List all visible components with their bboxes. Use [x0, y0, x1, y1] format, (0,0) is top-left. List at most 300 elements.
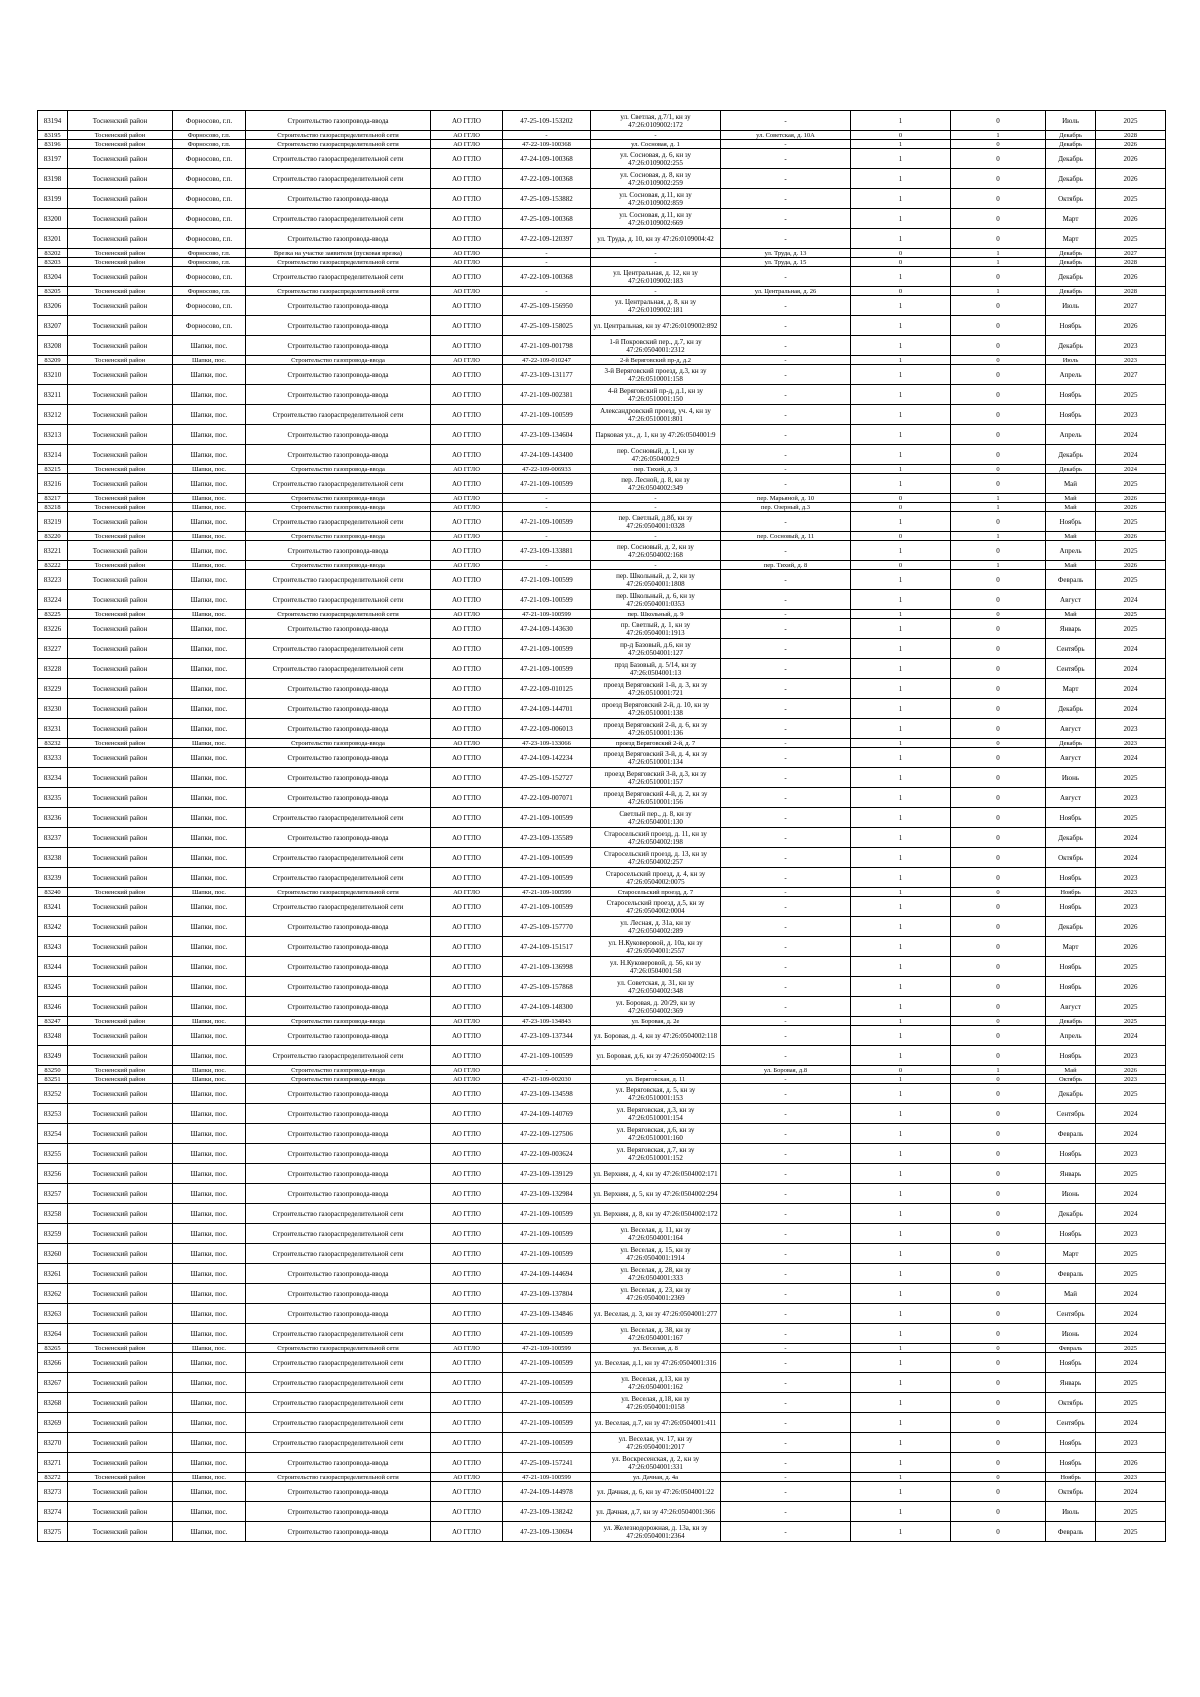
table-row [38, 296, 1166, 316]
cell-record-id: 83200 [38, 209, 68, 229]
cell-record-id: 83248 [38, 1026, 68, 1046]
cell-count-connected: 1 [851, 169, 951, 189]
cell-operator: АО ГГЛО [431, 1393, 503, 1413]
cell-operator: АО ГГЛО [431, 365, 503, 385]
cell-month: Март [1046, 209, 1096, 229]
cell-settlement: Шапки, пос. [173, 445, 246, 465]
cell-settlement: Шапки, пос. [173, 541, 246, 561]
cell-address-plan: - [721, 1104, 851, 1124]
cell-application-number: 47-21-109-100599 [503, 659, 591, 679]
cell-address-plan: - [721, 1502, 851, 1522]
cell-address-plan: ул. Труда, д. 15 [721, 258, 851, 267]
cell-district: Тосненский район [68, 1393, 173, 1413]
cell-application-number: 47-23-109-137804 [503, 1284, 591, 1304]
cell-operator: АО ГГЛО [431, 131, 503, 140]
cell-record-id: 83262 [38, 1284, 68, 1304]
cell-work-type: Строительство газопровода-ввода [246, 1075, 431, 1084]
cell-work-type: Строительство газопровода-ввода [246, 229, 431, 249]
cell-year: 2023 [1096, 1473, 1166, 1482]
cell-count-planned: 1 [951, 532, 1046, 541]
cell-address-cadastral: ул. Веряговская, д. 5, кн зу 47:26:0510001:153 [591, 1084, 721, 1104]
cell-year: 2024 [1096, 590, 1166, 610]
cell-address-plan: - [721, 937, 851, 957]
cell-count-connected: 1 [851, 699, 951, 719]
cell-settlement: Шапки, пос. [173, 828, 246, 848]
cell-address-cadastral: ул. Лесная, д. 31а, кн зу 47:26:0504002:289 [591, 917, 721, 937]
cell-application-number: 47-21-109-100599 [503, 1344, 591, 1353]
cell-record-id: 83198 [38, 169, 68, 189]
cell-district: Тосненский район [68, 610, 173, 619]
cell-count-planned: 0 [951, 1075, 1046, 1084]
cell-count-planned: 0 [951, 997, 1046, 1017]
cell-address-plan: - [721, 169, 851, 189]
cell-year: 2023 [1096, 405, 1166, 425]
cell-count-planned: 0 [951, 1522, 1046, 1542]
cell-address-plan: - [721, 1413, 851, 1433]
cell-operator: АО ГГЛО [431, 659, 503, 679]
cell-settlement: Шапки, пос. [173, 768, 246, 788]
cell-year: 2025 [1096, 474, 1166, 494]
cell-address-cadastral: ул. Веселая, д. 3, кн зу 47:26:0504001:277 [591, 1304, 721, 1324]
cell-address-cadastral: проезд Веряговский 2-й, д. 10, кн зу 47:26:0510001:138 [591, 699, 721, 719]
cell-count-planned: 0 [951, 1046, 1046, 1066]
cell-address-plan: ул. Труда, д. 13 [721, 249, 851, 258]
cell-month: Ноябрь [1046, 808, 1096, 828]
cell-address-plan: - [721, 699, 851, 719]
cell-address-plan: - [721, 1224, 851, 1244]
cell-count-connected: 1 [851, 937, 951, 957]
table-row [38, 1164, 1166, 1184]
cell-address-plan: - [721, 1453, 851, 1473]
cell-application-number: 47-23-109-130694 [503, 1522, 591, 1542]
cell-month: Октябрь [1046, 848, 1096, 868]
cell-record-id: 83254 [38, 1124, 68, 1144]
cell-record-id: 83241 [38, 897, 68, 917]
cell-work-type: Строительство газопровода-ввода [246, 1017, 431, 1026]
cell-count-connected: 1 [851, 788, 951, 808]
cell-count-connected: 1 [851, 1144, 951, 1164]
cell-record-id: 83207 [38, 316, 68, 336]
cell-district: Тосненский район [68, 1244, 173, 1264]
cell-settlement: Шапки, пос. [173, 1393, 246, 1413]
cell-address-plan: - [721, 1284, 851, 1304]
table-row [38, 131, 1166, 140]
cell-month: Декабрь [1046, 445, 1096, 465]
cell-operator: АО ГГЛО [431, 287, 503, 296]
cell-application-number: 47-21-109-100599 [503, 848, 591, 868]
cell-record-id: 83259 [38, 1224, 68, 1244]
cell-district: Тосненский район [68, 209, 173, 229]
cell-count-planned: 0 [951, 570, 1046, 590]
cell-district: Тосненский район [68, 532, 173, 541]
cell-operator: АО ГГЛО [431, 267, 503, 287]
cell-record-id: 83221 [38, 541, 68, 561]
cell-month: Июль [1046, 296, 1096, 316]
cell-operator: АО ГГЛО [431, 532, 503, 541]
cell-operator: АО ГГЛО [431, 1453, 503, 1473]
table-row [38, 619, 1166, 639]
cell-year: 2026 [1096, 267, 1166, 287]
cell-settlement: Шапки, пос. [173, 405, 246, 425]
cell-district: Тосненский район [68, 1104, 173, 1124]
cell-work-type: Строительство газопровода-ввода [246, 1084, 431, 1104]
cell-count-connected: 0 [851, 561, 951, 570]
cell-count-connected: 1 [851, 1124, 951, 1144]
cell-count-planned: 0 [951, 768, 1046, 788]
cell-address-cadastral: ул. Сосновая, д. 8, кн зу 47:26:0109002:259 [591, 169, 721, 189]
cell-settlement: Шапки, пос. [173, 494, 246, 503]
cell-district: Тосненский район [68, 888, 173, 897]
cell-work-type: Строительство газораспределительной сети [246, 848, 431, 868]
cell-address-cadastral: ул. Н.Куковеровой, д. 10а, кн зу 47:26:0504001:2557 [591, 937, 721, 957]
cell-settlement: Шапки, пос. [173, 1224, 246, 1244]
cell-application-number: 47-24-109-143400 [503, 445, 591, 465]
cell-application-number: - [503, 287, 591, 296]
cell-operator: АО ГГЛО [431, 1017, 503, 1026]
cell-application-number: 47-21-109-100599 [503, 1244, 591, 1264]
cell-address-plan: - [721, 1017, 851, 1026]
cell-work-type: Строительство газораспределительной сети [246, 888, 431, 897]
table-row [38, 465, 1166, 474]
cell-record-id: 83240 [38, 888, 68, 897]
cell-work-type: Строительство газопровода-ввода [246, 365, 431, 385]
table-row [38, 229, 1166, 249]
cell-record-id: 83234 [38, 768, 68, 788]
cell-year: 2023 [1096, 356, 1166, 365]
cell-year: 2024 [1096, 659, 1166, 679]
cell-address-cadastral: Светлый пер., д. 8, кн зу 47:26:0504001:130 [591, 808, 721, 828]
cell-application-number: 47-23-109-134604 [503, 425, 591, 445]
cell-address-cadastral: проезд Веряговский 2-й, д. 7 [591, 739, 721, 748]
cell-month: Август [1046, 748, 1096, 768]
cell-count-connected: 1 [851, 1473, 951, 1482]
cell-settlement: Шапки, пос. [173, 1344, 246, 1353]
cell-year: 2026 [1096, 1066, 1166, 1075]
cell-district: Тосненский район [68, 1204, 173, 1224]
cell-address-cadastral: - [591, 258, 721, 267]
cell-operator: АО ГГЛО [431, 1066, 503, 1075]
cell-address-plan: - [721, 512, 851, 532]
cell-settlement: Форносово, г.п. [173, 287, 246, 296]
table-row [38, 1046, 1166, 1066]
cell-year: 2024 [1096, 445, 1166, 465]
cell-address-cadastral: ул. Веселая, уч. 17, кн зу 47:26:0504001:2017 [591, 1433, 721, 1453]
cell-year: 2025 [1096, 610, 1166, 619]
cell-year: 2026 [1096, 149, 1166, 169]
cell-work-type: Строительство газопровода-ввода [246, 1502, 431, 1522]
cell-address-cadastral: ул. Сосновая, д. 6, кн зу 47:26:0109002:255 [591, 149, 721, 169]
cell-count-connected: 1 [851, 1502, 951, 1522]
cell-work-type: Строительство газораспределительной сети [246, 659, 431, 679]
cell-address-cadastral: ул. Веселая, д. 11, кн зу 47:26:0504001:164 [591, 1224, 721, 1244]
cell-count-planned: 0 [951, 1393, 1046, 1413]
cell-application-number: 47-21-109-100599 [503, 1204, 591, 1224]
cell-month: Ноябрь [1046, 1433, 1096, 1453]
cell-record-id: 83222 [38, 561, 68, 570]
cell-work-type: Строительство газопровода-ввода [246, 296, 431, 316]
table-row [38, 1075, 1166, 1084]
cell-count-planned: 0 [951, 937, 1046, 957]
cell-record-id: 83213 [38, 425, 68, 445]
cell-record-id: 83242 [38, 917, 68, 937]
cell-count-planned: 0 [951, 189, 1046, 209]
cell-year: 2024 [1096, 465, 1166, 474]
cell-record-id: 83246 [38, 997, 68, 1017]
cell-record-id: 83271 [38, 1453, 68, 1473]
cell-count-connected: 1 [851, 748, 951, 768]
cell-address-plan: - [721, 267, 851, 287]
table-row [38, 1304, 1166, 1324]
table-body [38, 111, 1166, 1542]
cell-record-id: 83236 [38, 808, 68, 828]
cell-operator: АО ГГЛО [431, 679, 503, 699]
cell-count-planned: 0 [951, 1244, 1046, 1264]
cell-address-plan: - [721, 385, 851, 405]
cell-address-plan: - [721, 590, 851, 610]
cell-operator: АО ГГЛО [431, 570, 503, 590]
cell-work-type: Строительство газопровода-ввода [246, 316, 431, 336]
cell-district: Тосненский район [68, 1046, 173, 1066]
cell-application-number: - [503, 561, 591, 570]
cell-district: Тосненский район [68, 356, 173, 365]
cell-count-planned: 0 [951, 541, 1046, 561]
cell-record-id: 83238 [38, 848, 68, 868]
cell-settlement: Шапки, пос. [173, 1075, 246, 1084]
cell-record-id: 83224 [38, 590, 68, 610]
cell-address-cadastral: - [591, 1066, 721, 1075]
cell-work-type: Строительство газопровода-ввода [246, 1522, 431, 1542]
cell-district: Тосненский район [68, 316, 173, 336]
cell-operator: АО ГГЛО [431, 541, 503, 561]
cell-month: Август [1046, 719, 1096, 739]
table-row [38, 917, 1166, 937]
cell-settlement: Шапки, пос. [173, 619, 246, 639]
cell-month: Май [1046, 503, 1096, 512]
cell-year: 2023 [1096, 1144, 1166, 1164]
cell-settlement: Форносово, г.п. [173, 249, 246, 258]
cell-application-number: 47-22-109-006933 [503, 465, 591, 474]
cell-settlement: Шапки, пос. [173, 1413, 246, 1433]
cell-month: Март [1046, 1244, 1096, 1264]
cell-count-connected: 1 [851, 1482, 951, 1502]
cell-work-type: Строительство газораспределительной сети [246, 897, 431, 917]
cell-address-cadastral: пер. Школьный, д. 2, кн зу 47:26:0504001:1808 [591, 570, 721, 590]
cell-operator: АО ГГЛО [431, 1502, 503, 1522]
cell-year: 2024 [1096, 425, 1166, 445]
cell-record-id: 83218 [38, 503, 68, 512]
cell-settlement: Шапки, пос. [173, 1204, 246, 1224]
cell-year: 2026 [1096, 209, 1166, 229]
cell-count-planned: 0 [951, 1453, 1046, 1473]
cell-month: Ноябрь [1046, 1473, 1096, 1482]
cell-settlement: Шапки, пос. [173, 719, 246, 739]
cell-work-type: Строительство газопровода-ввода [246, 425, 431, 445]
cell-record-id: 83269 [38, 1413, 68, 1433]
table-row [38, 897, 1166, 917]
cell-address-plan: - [721, 316, 851, 336]
table-row [38, 788, 1166, 808]
cell-address-plan: - [721, 868, 851, 888]
cell-count-planned: 0 [951, 425, 1046, 445]
cell-district: Тосненский район [68, 1473, 173, 1482]
cell-address-cadastral: пер. Тихий, д. 3 [591, 465, 721, 474]
cell-count-connected: 1 [851, 1304, 951, 1324]
cell-settlement: Шапки, пос. [173, 1144, 246, 1164]
cell-count-planned: 0 [951, 140, 1046, 149]
cell-count-planned: 0 [951, 590, 1046, 610]
cell-district: Тосненский район [68, 1066, 173, 1075]
cell-work-type: Строительство газораспределительной сети [246, 1413, 431, 1433]
cell-year: 2023 [1096, 888, 1166, 897]
cell-month: Май [1046, 561, 1096, 570]
cell-work-type: Строительство газораспределительной сети [246, 405, 431, 425]
cell-settlement: Шапки, пос. [173, 868, 246, 888]
cell-application-number: 47-23-109-133881 [503, 541, 591, 561]
table-row [38, 1104, 1166, 1124]
cell-record-id: 83215 [38, 465, 68, 474]
cell-application-number: - [503, 532, 591, 541]
cell-year: 2024 [1096, 1304, 1166, 1324]
cell-application-number: 47-21-109-100599 [503, 1373, 591, 1393]
cell-application-number: 47-24-109-143630 [503, 619, 591, 639]
cell-operator: АО ГГЛО [431, 1324, 503, 1344]
cell-district: Тосненский район [68, 937, 173, 957]
cell-work-type: Строительство газораспределительной сети [246, 131, 431, 140]
cell-settlement: Шапки, пос. [173, 1284, 246, 1304]
cell-operator: АО ГГЛО [431, 997, 503, 1017]
cell-operator: АО ГГЛО [431, 1144, 503, 1164]
table-row [38, 365, 1166, 385]
cell-district: Тосненский район [68, 336, 173, 356]
cell-year: 2025 [1096, 189, 1166, 209]
cell-month: Сентябрь [1046, 1104, 1096, 1124]
cell-work-type: Строительство газопровода-ввода [246, 532, 431, 541]
cell-application-number: 47-24-109-144701 [503, 699, 591, 719]
cell-year: 2025 [1096, 111, 1166, 131]
cell-settlement: Шапки, пос. [173, 1124, 246, 1144]
cell-work-type: Строительство газопровода-ввода [246, 997, 431, 1017]
cell-year: 2025 [1096, 1502, 1166, 1522]
cell-address-plan: - [721, 1433, 851, 1453]
cell-address-cadastral: пер. Лесной, д. 8, кн зу 47:26:0504002:349 [591, 474, 721, 494]
cell-year: 2026 [1096, 316, 1166, 336]
cell-work-type: Строительство газораспределительной сети [246, 1433, 431, 1453]
cell-count-connected: 1 [851, 465, 951, 474]
cell-district: Тосненский район [68, 639, 173, 659]
cell-application-number: 47-24-109-151517 [503, 937, 591, 957]
cell-address-plan: ул. Советская, д. 10А [721, 131, 851, 140]
cell-work-type: Строительство газораспределительной сети [246, 267, 431, 287]
cell-count-connected: 1 [851, 868, 951, 888]
cell-work-type: Строительство газораспределительной сети [246, 808, 431, 828]
cell-count-planned: 0 [951, 336, 1046, 356]
cell-record-id: 83217 [38, 494, 68, 503]
table-row [38, 189, 1166, 209]
cell-district: Тосненский район [68, 189, 173, 209]
table-row [38, 445, 1166, 465]
cell-count-planned: 0 [951, 1482, 1046, 1502]
cell-district: Тосненский район [68, 140, 173, 149]
cell-count-planned: 1 [951, 258, 1046, 267]
cell-count-connected: 1 [851, 111, 951, 131]
cell-year: 2025 [1096, 1244, 1166, 1264]
cell-month: Июль [1046, 1502, 1096, 1522]
cell-month: Февраль [1046, 1264, 1096, 1284]
cell-district: Тосненский район [68, 570, 173, 590]
cell-settlement: Форносово, г.п. [173, 140, 246, 149]
cell-settlement: Шапки, пос. [173, 739, 246, 748]
cell-record-id: 83216 [38, 474, 68, 494]
cell-operator: АО ГГЛО [431, 445, 503, 465]
cell-record-id: 83202 [38, 249, 68, 258]
cell-address-plan: пер. Сосновый, д. 11 [721, 532, 851, 541]
cell-operator: АО ГГЛО [431, 494, 503, 503]
table-row [38, 316, 1166, 336]
cell-year: 2027 [1096, 365, 1166, 385]
cell-application-number: 47-21-109-100599 [503, 590, 591, 610]
cell-application-number: 47-24-109-144694 [503, 1264, 591, 1284]
cell-month: Декабрь [1046, 149, 1096, 169]
cell-work-type: Строительство газопровода-ввода [246, 385, 431, 405]
document-page [37, 110, 1165, 1542]
cell-work-type: Строительство газораспределительной сети [246, 570, 431, 590]
cell-month: Апрель [1046, 1026, 1096, 1046]
cell-count-connected: 1 [851, 405, 951, 425]
cell-district: Тосненский район [68, 897, 173, 917]
table-row [38, 140, 1166, 149]
cell-month: Ноябрь [1046, 316, 1096, 336]
cell-address-cadastral: ул. Веселая, д.13, кн зу 47:26:0504001:162 [591, 1373, 721, 1393]
table-row [38, 1084, 1166, 1104]
cell-record-id: 83245 [38, 977, 68, 997]
cell-application-number: 47-22-109-010247 [503, 356, 591, 365]
cell-work-type: Строительство газопровода-ввода [246, 1304, 431, 1324]
cell-application-number: 47-21-109-100599 [503, 1324, 591, 1344]
cell-operator: АО ГГЛО [431, 296, 503, 316]
cell-address-plan: - [721, 365, 851, 385]
cell-work-type: Строительство газопровода-ввода [246, 679, 431, 699]
cell-address-plan: - [721, 465, 851, 474]
cell-count-planned: 0 [951, 1084, 1046, 1104]
cell-work-type: Строительство газораспределительной сети [246, 209, 431, 229]
cell-address-cadastral: Старосельский проезд, д.5, кн зу 47:26:0504002:0004 [591, 897, 721, 917]
cell-address-cadastral: прзд Базовый, д. 5/14, кн зу 47:26:0504001:13 [591, 659, 721, 679]
cell-settlement: Шапки, пос. [173, 1264, 246, 1284]
cell-count-planned: 1 [951, 503, 1046, 512]
cell-count-connected: 1 [851, 957, 951, 977]
table-row [38, 512, 1166, 532]
cell-year: 2024 [1096, 828, 1166, 848]
cell-address-cadastral: проезд Веряговский 4-й, д. 2, кн зу 47:26:0510001:156 [591, 788, 721, 808]
cell-settlement: Шапки, пос. [173, 1244, 246, 1264]
cell-year: 2024 [1096, 679, 1166, 699]
cell-month: Апрель [1046, 365, 1096, 385]
cell-settlement: Шапки, пос. [173, 1473, 246, 1482]
cell-district: Тосненский район [68, 1344, 173, 1353]
table-row [38, 937, 1166, 957]
table-row [38, 561, 1166, 570]
cell-count-connected: 1 [851, 570, 951, 590]
cell-address-cadastral: ул. Веселая, д.7, кн зу 47:26:0504001:411 [591, 1413, 721, 1433]
cell-settlement: Форносово, г.п. [173, 316, 246, 336]
cell-record-id: 83274 [38, 1502, 68, 1522]
cell-application-number: 47-21-109-001798 [503, 336, 591, 356]
cell-month: Февраль [1046, 570, 1096, 590]
cell-count-connected: 0 [851, 1066, 951, 1075]
cell-month: Февраль [1046, 1522, 1096, 1542]
cell-record-id: 83214 [38, 445, 68, 465]
cell-address-plan: - [721, 541, 851, 561]
